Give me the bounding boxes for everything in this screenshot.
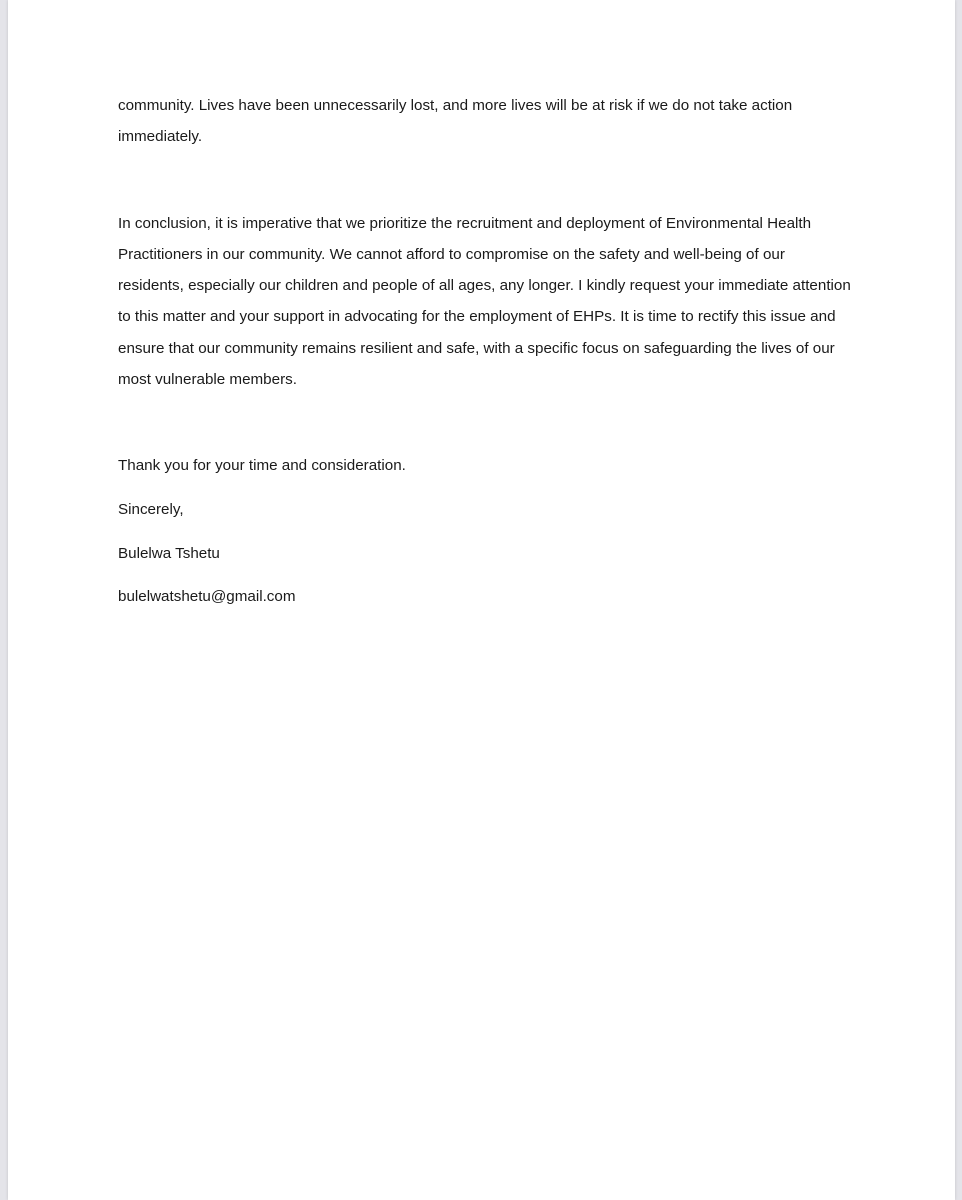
closing-block [118, 444, 853, 618]
paragraph-community-risk: community. Lives have been unnecessarily lost, and more lives will be at risk if we do not take action immediately. [118, 97, 793, 146]
signer-name: Bulelwa Tshetu [118, 544, 220, 562]
paragraph-conclusion: In conclusion, it is imperative that we prioritize the recruitment and deployment of Environmental Health Practitioners in our community. We cannot afford to compromise on the safety and well-being of our residents, especially our children and people of all ages, any longer. I kindly request your immediate attention to this matter and your support in advocating for the employment of EHPs. It is time to rectify this issue and ensure that our community remains resilient and safe, with a specific focus on safeguarding the lives of our most vulnerable members. [118, 214, 851, 389]
salutation-line: Sincerely, [118, 500, 184, 518]
signer-email: bulelwatshetu@gmail.com [118, 588, 296, 606]
thanks-line: Thank you for your time and consideration. [118, 457, 406, 475]
document-page [8, 0, 955, 1200]
paragraph-spacer [118, 153, 853, 208]
paragraph-spacer [118, 395, 853, 450]
document-body [118, 90, 853, 619]
